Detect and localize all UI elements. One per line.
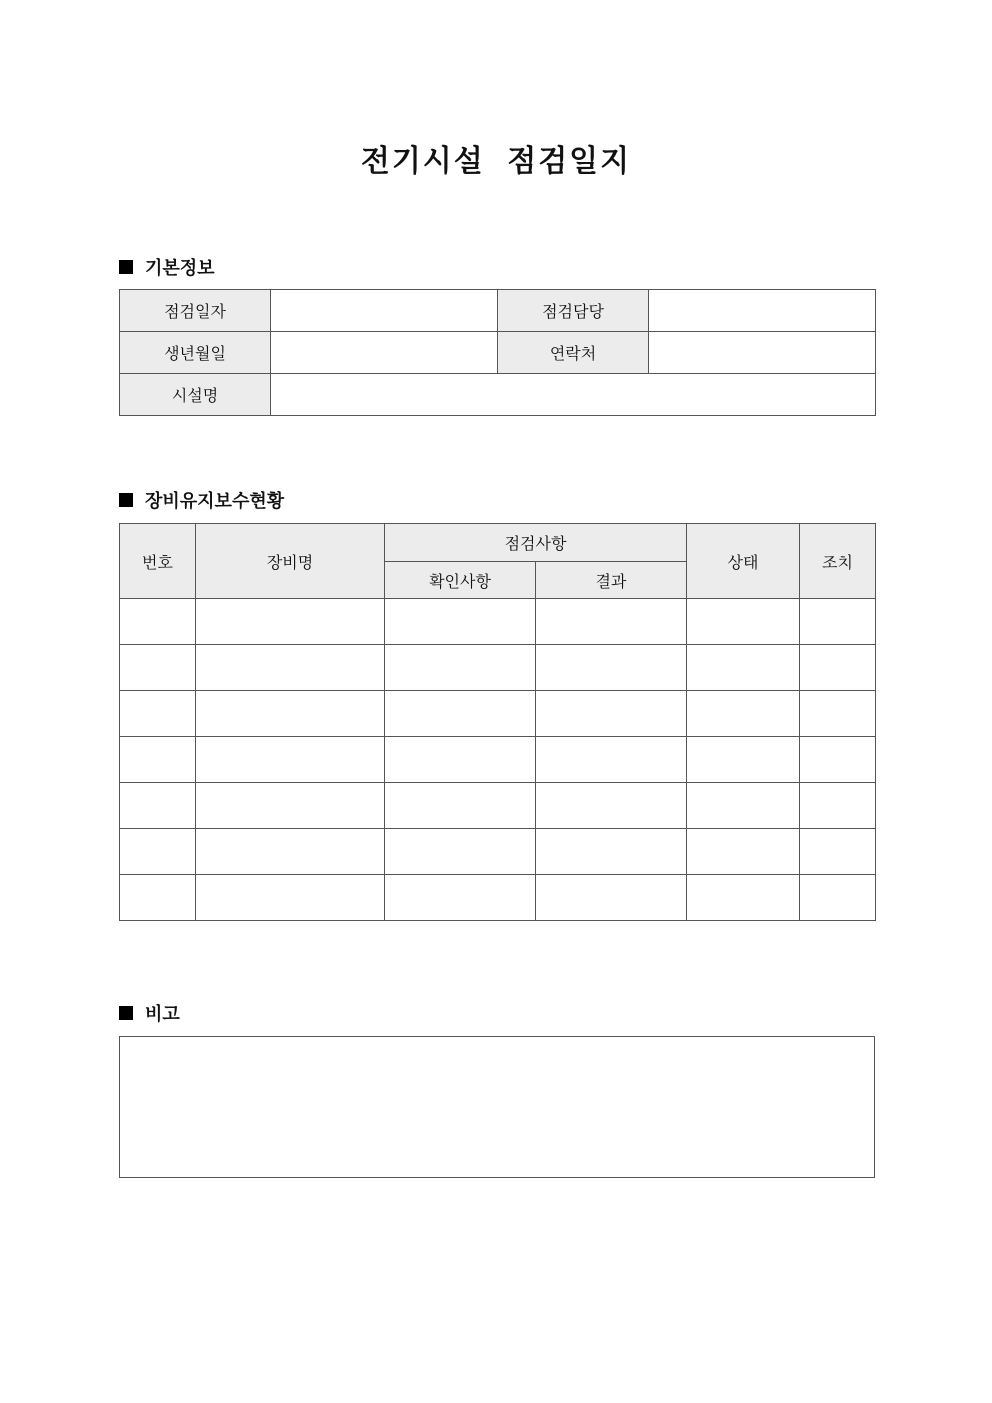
cell-action[interactable] bbox=[800, 645, 876, 691]
cell-result[interactable] bbox=[536, 599, 687, 645]
table-row bbox=[120, 829, 876, 875]
cell-status[interactable] bbox=[687, 599, 800, 645]
contact-label: 연락처 bbox=[498, 332, 649, 374]
notes-field[interactable] bbox=[119, 1036, 875, 1178]
page-title: 전기시설 점검일지 bbox=[360, 144, 632, 179]
cell-number[interactable] bbox=[120, 783, 196, 829]
section-heading-equipment bbox=[119, 487, 284, 513]
cell-status[interactable] bbox=[687, 737, 800, 783]
section-heading-equipment-label: 장비유지보수현황 bbox=[145, 491, 285, 512]
cell-result[interactable] bbox=[536, 645, 687, 691]
cell-equipment[interactable] bbox=[196, 691, 385, 737]
section-heading-basic-label: 기본정보 bbox=[145, 258, 215, 279]
cell-action[interactable] bbox=[800, 875, 876, 921]
table-row bbox=[120, 645, 876, 691]
birth-date-label: 생년월일 bbox=[120, 332, 271, 374]
cell-equipment[interactable] bbox=[196, 645, 385, 691]
cell-result[interactable] bbox=[536, 737, 687, 783]
cell-number[interactable] bbox=[120, 829, 196, 875]
table-row bbox=[120, 332, 876, 374]
table-row bbox=[120, 691, 876, 737]
cell-action[interactable] bbox=[800, 783, 876, 829]
cell-status[interactable] bbox=[687, 783, 800, 829]
header-status: 상태 bbox=[687, 524, 800, 599]
cell-number[interactable] bbox=[120, 645, 196, 691]
header-action: 조치 bbox=[800, 524, 876, 599]
square-bullet-icon bbox=[119, 493, 133, 507]
inspection-date-field[interactable] bbox=[271, 290, 498, 332]
inspection-date-label: 점검일자 bbox=[120, 290, 271, 332]
square-bullet-icon bbox=[119, 1006, 133, 1020]
contact-field[interactable] bbox=[649, 332, 876, 374]
cell-equipment[interactable] bbox=[196, 783, 385, 829]
cell-equipment[interactable] bbox=[196, 875, 385, 921]
facility-name-field[interactable] bbox=[271, 374, 876, 416]
cell-result[interactable] bbox=[536, 875, 687, 921]
table-row bbox=[120, 599, 876, 645]
cell-action[interactable] bbox=[800, 737, 876, 783]
table-header-row bbox=[120, 524, 876, 562]
square-bullet-icon bbox=[119, 260, 133, 274]
cell-check-item[interactable] bbox=[385, 737, 536, 783]
cell-action[interactable] bbox=[800, 691, 876, 737]
inspector-field[interactable] bbox=[649, 290, 876, 332]
cell-check-item[interactable] bbox=[385, 783, 536, 829]
cell-number[interactable] bbox=[120, 875, 196, 921]
cell-equipment[interactable] bbox=[196, 829, 385, 875]
cell-status[interactable] bbox=[687, 691, 800, 737]
header-check-item: 확인사항 bbox=[385, 562, 536, 599]
table-row bbox=[120, 374, 876, 416]
cell-number[interactable] bbox=[120, 691, 196, 737]
inspector-label: 점검담당 bbox=[498, 290, 649, 332]
cell-result[interactable] bbox=[536, 829, 687, 875]
cell-result[interactable] bbox=[536, 783, 687, 829]
cell-check-item[interactable] bbox=[385, 691, 536, 737]
cell-number[interactable] bbox=[120, 737, 196, 783]
cell-check-item[interactable] bbox=[385, 599, 536, 645]
cell-number[interactable] bbox=[120, 599, 196, 645]
header-number: 번호 bbox=[120, 524, 196, 599]
cell-status[interactable] bbox=[687, 645, 800, 691]
table-row bbox=[120, 783, 876, 829]
cell-status[interactable] bbox=[687, 875, 800, 921]
section-heading-basic bbox=[119, 254, 215, 280]
table-row bbox=[120, 290, 876, 332]
table-row bbox=[120, 737, 876, 783]
table-row bbox=[120, 875, 876, 921]
cell-check-item[interactable] bbox=[385, 875, 536, 921]
equipment-table bbox=[119, 523, 876, 921]
header-equipment: 장비명 bbox=[196, 524, 385, 599]
cell-status[interactable] bbox=[687, 829, 800, 875]
birth-date-field[interactable] bbox=[271, 332, 498, 374]
cell-check-item[interactable] bbox=[385, 645, 536, 691]
header-inspection-items: 점검사항 bbox=[385, 524, 687, 562]
section-heading-notes-label: 비고 bbox=[145, 1004, 180, 1025]
section-heading-notes bbox=[119, 1000, 180, 1026]
basic-info-table bbox=[119, 289, 876, 416]
cell-result[interactable] bbox=[536, 691, 687, 737]
header-result: 결과 bbox=[536, 562, 687, 599]
cell-equipment[interactable] bbox=[196, 737, 385, 783]
cell-action[interactable] bbox=[800, 599, 876, 645]
cell-check-item[interactable] bbox=[385, 829, 536, 875]
facility-name-label: 시설명 bbox=[120, 374, 271, 416]
cell-action[interactable] bbox=[800, 829, 876, 875]
cell-equipment[interactable] bbox=[196, 599, 385, 645]
